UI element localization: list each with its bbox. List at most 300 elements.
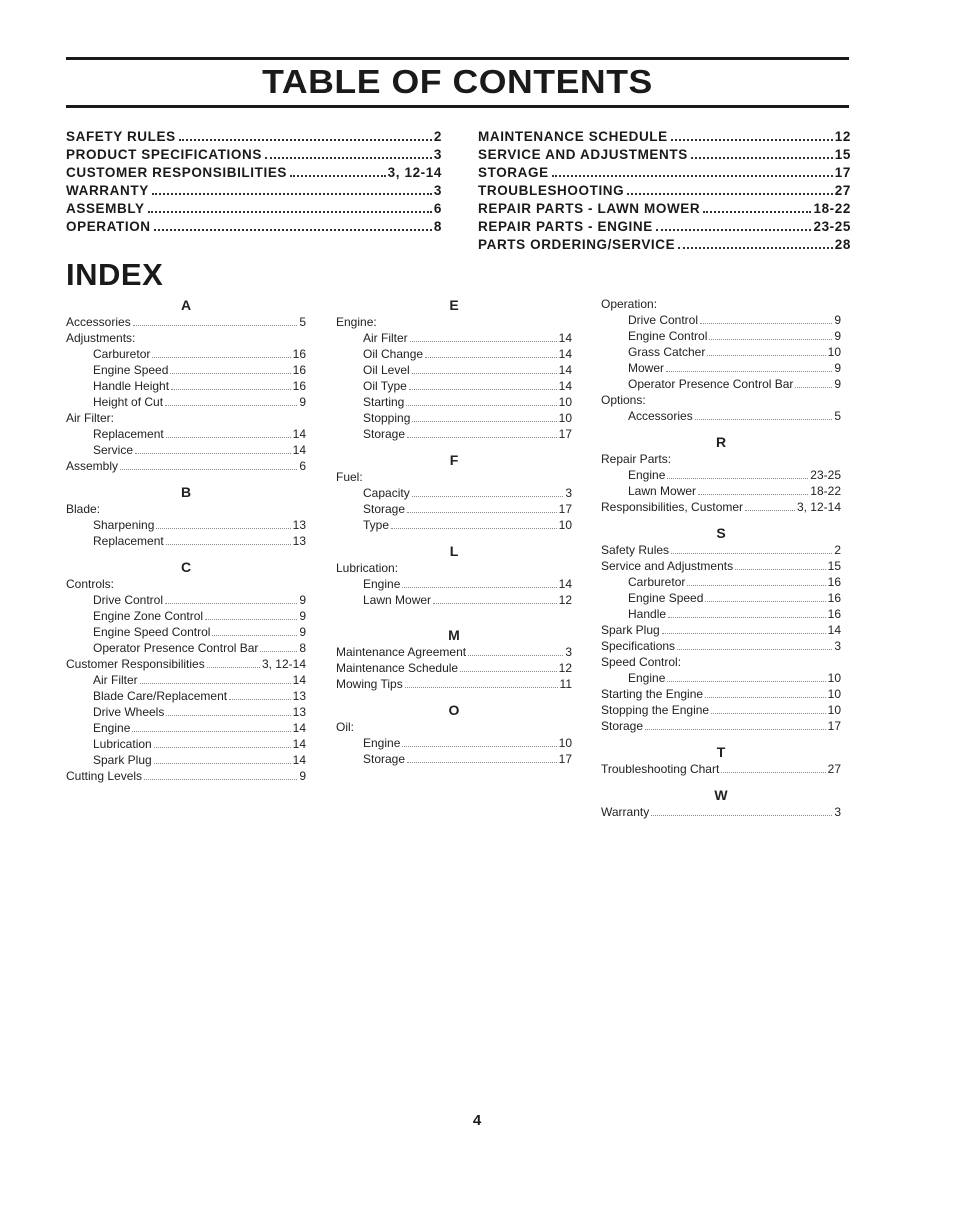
index-subentry[interactable] (601, 483, 841, 499)
leader-dots (132, 731, 290, 732)
index-entry[interactable] (601, 761, 841, 777)
leader-dots (671, 553, 832, 554)
index-category: Lubrication: (336, 561, 399, 575)
index-subentry[interactable] (66, 704, 306, 720)
index-entry-page: 14 (292, 427, 306, 441)
toc-entry-label: REPAIR PARTS - LAWN MOWER (478, 201, 701, 216)
index-entry-page: 16 (827, 607, 841, 621)
toc-entry[interactable] (478, 218, 851, 236)
leader-dots (707, 355, 825, 356)
leader-dots (410, 341, 557, 342)
index-entry-label: Service (93, 443, 134, 457)
leader-dots (678, 247, 833, 249)
index-entry-label: Lawn Mower (628, 484, 697, 498)
toc-entry-page: 27 (834, 183, 851, 198)
index-category: Oil: (336, 720, 354, 734)
index-subentry[interactable] (66, 442, 306, 458)
title-bottom-rule (66, 105, 849, 108)
index-entry-label: Grass Catcher (628, 345, 706, 359)
leader-dots (645, 729, 826, 730)
index-subentry[interactable] (66, 394, 306, 410)
index-letter-s: S (716, 525, 726, 541)
toc-entry-page: 17 (834, 165, 851, 180)
leader-dots (671, 139, 833, 141)
leader-dots (412, 373, 557, 374)
index-category: Fuel: (336, 470, 363, 484)
leader-dots (745, 510, 795, 511)
leader-dots (165, 603, 297, 604)
index-entry-label: Responsibilities, Customer (601, 500, 744, 514)
page-title: TABLE OF CONTENTS (262, 63, 653, 100)
index-entry-label: Engine Zone Control (93, 609, 204, 623)
index-entry-page: 17 (558, 502, 572, 516)
index-category: Speed Control: (601, 655, 682, 669)
index-category: Engine: (336, 315, 377, 329)
index-entry-label: Engine (363, 577, 401, 591)
index-entry-label: Oil Type (363, 379, 407, 393)
index-entry-label: Engine (628, 671, 666, 685)
spacer (336, 442, 572, 451)
spacer (336, 608, 572, 617)
index-entry-page: 15 (827, 559, 841, 573)
index-entry-label: Spark Plug (93, 753, 152, 767)
leader-dots (711, 713, 826, 714)
leader-dots (166, 715, 290, 716)
leader-dots (120, 469, 297, 470)
index-entry-label: Engine (628, 468, 666, 482)
index-category: Operation: (601, 297, 658, 311)
index-entry-page: 14 (292, 443, 306, 457)
index-entry-page: 3 (834, 805, 841, 819)
index-entry-page: 13 (292, 518, 306, 532)
index-entry-label: Storage (601, 719, 644, 733)
index-subentry[interactable] (601, 670, 841, 686)
index-subentry[interactable] (601, 328, 841, 344)
toc-entry-page: 2 (433, 129, 442, 144)
toc-entry-page: 3, 12-14 (387, 165, 442, 180)
leader-dots (144, 779, 297, 780)
index-entry-page: 3 (565, 486, 572, 500)
index-subentry[interactable] (601, 312, 841, 328)
index-letter-e: E (449, 297, 459, 313)
index-entry-page: 13 (292, 705, 306, 719)
index-subentry[interactable] (601, 360, 841, 376)
toc-entry-page: 12 (834, 129, 851, 144)
index-subentry[interactable] (336, 751, 572, 767)
toc-entry-page: 3 (433, 183, 442, 198)
index-entry-page: 17 (558, 752, 572, 766)
index-entry[interactable] (336, 644, 572, 660)
index-entry[interactable] (601, 686, 841, 702)
index-entry-label: Maintenance Agreement (336, 645, 467, 659)
leader-dots (695, 419, 833, 420)
leader-dots (133, 325, 298, 326)
leader-dots (691, 157, 833, 159)
index-category: Blade: (66, 502, 101, 516)
index-entry-label: Mowing Tips (336, 677, 403, 691)
leader-dots (668, 617, 826, 618)
toc-entry[interactable] (66, 164, 442, 182)
index-entry-page: 17 (827, 719, 841, 733)
index-entry-label: Engine Speed (93, 363, 169, 377)
leader-dots (207, 667, 260, 668)
index-subentry[interactable] (66, 362, 306, 378)
index-letter-c: C (180, 559, 192, 575)
index-entry-page: 9 (299, 769, 306, 783)
toc-entry[interactable] (66, 218, 442, 236)
index-entry-label: Engine (93, 721, 131, 735)
index-subentry[interactable] (336, 576, 572, 592)
index-entry-page: 27 (827, 762, 841, 776)
index-entry-page: 9 (299, 395, 306, 409)
leader-dots (407, 437, 557, 438)
leader-dots (402, 746, 556, 747)
leader-dots (677, 649, 832, 650)
index-column-3 (601, 296, 841, 820)
index-entry-page: 3, 12-14 (261, 657, 306, 671)
index-subentry[interactable] (336, 394, 572, 410)
index-letter-w: W (714, 787, 728, 803)
index-entry-label: Spark Plug (601, 623, 660, 637)
index-entry-label: Handle (628, 607, 667, 621)
index-entry[interactable] (336, 676, 572, 692)
index-entry-page: 9 (834, 313, 841, 327)
toc-entry[interactable] (478, 236, 851, 254)
index-subentry[interactable] (66, 608, 306, 624)
leader-dots (140, 683, 291, 684)
toc-entry[interactable] (478, 128, 851, 146)
leader-dots (666, 371, 832, 372)
index-subentry[interactable] (336, 501, 572, 517)
toc-entry-label: ASSEMBLY (66, 201, 145, 216)
leader-dots (154, 747, 291, 748)
leader-dots (407, 512, 557, 513)
toc-entry[interactable] (478, 164, 851, 182)
leader-dots (290, 175, 386, 177)
index-entry-page: 10 (827, 671, 841, 685)
index-subentry[interactable] (66, 426, 306, 442)
index-entry-page: 10 (558, 518, 572, 532)
spacer (601, 424, 841, 433)
index-entry-page: 14 (292, 753, 306, 767)
index-entry-label: Service and Adjustments (601, 559, 734, 573)
spacer (66, 549, 306, 558)
index-entry-label: Operator Presence Control Bar (93, 641, 259, 655)
leader-dots (165, 405, 297, 406)
leader-dots (795, 387, 832, 388)
index-subentry[interactable] (336, 485, 572, 501)
index-entry-label: Specifications (601, 639, 676, 653)
toc-entry[interactable] (478, 146, 851, 164)
leader-dots (148, 211, 432, 213)
toc-entry[interactable] (66, 182, 442, 200)
index-entry-label: Maintenance Schedule (336, 661, 459, 675)
index-entry-label: Safety Rules (601, 543, 670, 557)
index-entry-label: Height of Cut (93, 395, 164, 409)
index-entry-label: Assembly (66, 459, 119, 473)
index-entry-page: 5 (834, 409, 841, 423)
index-entry-page: 9 (834, 377, 841, 391)
leader-dots (703, 211, 811, 213)
index-entry[interactable] (601, 622, 841, 638)
index-entry-label: Air Filter (93, 673, 138, 687)
index-entry[interactable] (66, 656, 306, 672)
leader-dots (700, 323, 832, 324)
toc-entry-page: 3 (433, 147, 442, 162)
index-entry-page: 6 (299, 459, 306, 473)
index-entry-label: Stopping (363, 411, 411, 425)
leader-dots (154, 229, 432, 231)
toc-entry-label: MAINTENANCE SCHEDULE (478, 129, 668, 144)
leader-dots (212, 635, 297, 636)
spacer (601, 777, 841, 786)
leader-dots (406, 405, 556, 406)
toc-entry-page: 6 (433, 201, 442, 216)
index-letter-a: A (180, 297, 192, 313)
index-entry-label: Blade Care/Replacement (93, 689, 228, 703)
index-entry-page: 14 (558, 347, 572, 361)
leader-dots (667, 681, 825, 682)
leader-dots (412, 421, 556, 422)
index-entry-page: 2 (834, 543, 841, 557)
toc-entry[interactable] (66, 128, 442, 146)
index-entry[interactable] (66, 768, 306, 784)
spacer (336, 692, 572, 701)
index-entry-page: 23-25 (810, 468, 841, 482)
leader-dots (205, 619, 297, 620)
index-entry-page: 16 (827, 575, 841, 589)
index-entry-label: Starting the Engine (601, 687, 704, 701)
index-entry-page: 12 (558, 593, 572, 607)
index-entry-page: 18-22 (810, 484, 841, 498)
index-subentry[interactable] (66, 688, 306, 704)
leader-dots (391, 528, 557, 529)
index-entry[interactable] (66, 458, 306, 474)
index-entry[interactable] (336, 660, 572, 676)
index-subentry[interactable] (66, 592, 306, 608)
index-entry-page: 10 (827, 703, 841, 717)
leader-dots (260, 651, 297, 652)
index-subentry[interactable] (336, 735, 572, 751)
index-entry-page: 10 (827, 345, 841, 359)
index-entry-page: 5 (299, 315, 306, 329)
index-entry-label: Starting (363, 395, 405, 409)
index-subentry[interactable] (336, 330, 572, 346)
index-entry-label: Air Filter (363, 331, 408, 345)
index-entry[interactable] (66, 314, 306, 330)
index-entry-page: 10 (558, 411, 572, 425)
index-entry-page: 8 (299, 641, 306, 655)
index-entry-page: 14 (827, 623, 841, 637)
leader-dots (698, 494, 808, 495)
spacer (601, 515, 841, 524)
index-subentry[interactable] (336, 410, 572, 426)
index-subentry[interactable] (66, 378, 306, 394)
index-entry-label: Oil Level (363, 363, 410, 377)
index-entry-page: 3 (565, 645, 572, 659)
index-letter-t: T (716, 744, 726, 760)
index-subentry[interactable] (336, 378, 572, 394)
toc-right-column (478, 128, 851, 254)
index-entry-page: 14 (558, 379, 572, 393)
index-entry-label: Engine (363, 736, 401, 750)
index-entry-page: 9 (299, 625, 306, 639)
index-subentry[interactable] (66, 720, 306, 736)
index-entry-page: 13 (292, 534, 306, 548)
index-entry[interactable] (601, 804, 841, 820)
leader-dots (468, 655, 563, 656)
index-column-1 (66, 296, 306, 784)
index-entry-label: Carburetor (628, 575, 686, 589)
index-entry-page: 14 (292, 737, 306, 751)
index-subentry[interactable] (601, 574, 841, 590)
leader-dots (735, 569, 826, 570)
index-entry-page: 11 (559, 677, 572, 691)
index-entry-page: 16 (292, 379, 306, 393)
index-entry-label: Engine Control (628, 329, 708, 343)
index-entry-label: Replacement (93, 534, 164, 548)
index-subentry[interactable] (66, 736, 306, 752)
toc-entry-label: STORAGE (478, 165, 549, 180)
index-subentry[interactable] (66, 752, 306, 768)
index-entry-page: 9 (299, 609, 306, 623)
index-subentry[interactable] (336, 517, 572, 533)
index-entry-label: Engine Speed Control (93, 625, 211, 639)
index-entry-label: Handle Height (93, 379, 170, 393)
index-subentry[interactable] (66, 624, 306, 640)
index-entry-label: Storage (363, 502, 406, 516)
leader-dots (705, 697, 826, 698)
leader-dots (166, 437, 291, 438)
leader-dots (651, 815, 832, 816)
spacer (601, 734, 841, 743)
index-entry-label: Capacity (363, 486, 410, 500)
index-entry-label: Troubleshooting Chart (601, 762, 720, 776)
index-subentry[interactable] (601, 344, 841, 360)
leader-dots (402, 587, 556, 588)
index-category: Controls: (66, 577, 115, 591)
index-entry[interactable] (601, 638, 841, 654)
index-subentry[interactable] (601, 408, 841, 424)
index-entry[interactable] (601, 718, 841, 734)
toc-entry[interactable] (478, 200, 851, 218)
toc-entry-page: 15 (834, 147, 851, 162)
index-subentry[interactable] (66, 517, 306, 533)
index-column-2 (336, 296, 572, 767)
spacer (336, 617, 572, 626)
index-subentry[interactable] (66, 346, 306, 362)
leader-dots (152, 357, 290, 358)
index-entry-page: 12 (558, 661, 572, 675)
index-entry-label: Accessories (628, 409, 693, 423)
toc-entry[interactable] (478, 182, 851, 200)
index-subentry[interactable] (66, 640, 306, 656)
leader-dots (425, 357, 557, 358)
index-entry-page: 16 (292, 363, 306, 377)
leader-dots (156, 528, 290, 529)
index-letter-m: M (448, 627, 460, 643)
index-subentry[interactable] (601, 606, 841, 622)
leader-dots (460, 671, 557, 672)
toc-entry-label: CUSTOMER RESPONSIBILITIES (66, 165, 288, 180)
index-entry-page: 16 (292, 347, 306, 361)
leader-dots (407, 762, 557, 763)
index-entry[interactable] (601, 558, 841, 574)
index-entry-label: Drive Control (93, 593, 164, 607)
toc-entry-label: SAFETY RULES (66, 129, 176, 144)
toc-entry-page: 28 (834, 237, 851, 252)
index-entry-label: Drive Wheels (93, 705, 165, 719)
leader-dots (229, 699, 291, 700)
index-entry-page: 16 (827, 591, 841, 605)
index-subentry[interactable] (601, 590, 841, 606)
toc-entry-page: 18-22 (813, 201, 851, 216)
index-heading: INDEX (66, 257, 164, 292)
leader-dots (656, 229, 812, 231)
index-entry-page: 14 (292, 721, 306, 735)
leader-dots (171, 389, 291, 390)
index-letter-b: B (180, 484, 192, 500)
index-subentry[interactable] (601, 467, 841, 483)
index-entry-page: 14 (558, 577, 572, 591)
toc-entry[interactable] (66, 146, 442, 164)
leader-dots (154, 763, 291, 764)
index-subentry[interactable] (66, 533, 306, 549)
toc-entry-label: PARTS ORDERING/SERVICE (478, 237, 676, 252)
index-entry[interactable] (601, 702, 841, 718)
index-subentry[interactable] (336, 346, 572, 362)
index-entry-page: 9 (834, 361, 841, 375)
index-entry[interactable] (601, 499, 841, 515)
index-letter-o: O (448, 702, 460, 718)
index-entry[interactable] (601, 542, 841, 558)
page-number: 4 (472, 1112, 482, 1129)
index-entry-label: Carburetor (93, 347, 151, 361)
index-category: Air Filter: (66, 411, 114, 425)
leader-dots (409, 389, 557, 390)
index-subentry[interactable] (601, 376, 841, 392)
leader-dots (433, 603, 557, 604)
leader-dots (662, 633, 826, 634)
index-entry-label: Lubrication (93, 737, 152, 751)
index-entry-page: 14 (292, 673, 306, 687)
leader-dots (179, 139, 432, 141)
toc-entry[interactable] (66, 200, 442, 218)
index-subentry[interactable] (66, 672, 306, 688)
index-entry-label: Sharpening (93, 518, 155, 532)
index-subentry[interactable] (336, 362, 572, 378)
index-subentry[interactable] (336, 426, 572, 442)
toc-entry-label: TROUBLESHOOTING (478, 183, 625, 198)
toc-entry-page: 23-25 (813, 219, 851, 234)
index-entry-page: 10 (827, 687, 841, 701)
leader-dots (721, 772, 825, 773)
toc-entry-label: OPERATION (66, 219, 151, 234)
index-entry-label: Cutting Levels (66, 769, 143, 783)
index-category: Adjustments: (66, 331, 136, 345)
index-subentry[interactable] (336, 592, 572, 608)
index-category: Options: (601, 393, 646, 407)
spacer (66, 474, 306, 483)
index-entry-page: 10 (558, 736, 572, 750)
index-entry-label: Stopping the Engine (601, 703, 710, 717)
leader-dots (135, 453, 291, 454)
index-entry-label: Lawn Mower (363, 593, 432, 607)
leader-dots (627, 193, 833, 195)
index-letter-l: L (449, 543, 459, 559)
index-entry-label: Customer Responsibilities (66, 657, 205, 671)
toc-entry-label: REPAIR PARTS - ENGINE (478, 219, 653, 234)
